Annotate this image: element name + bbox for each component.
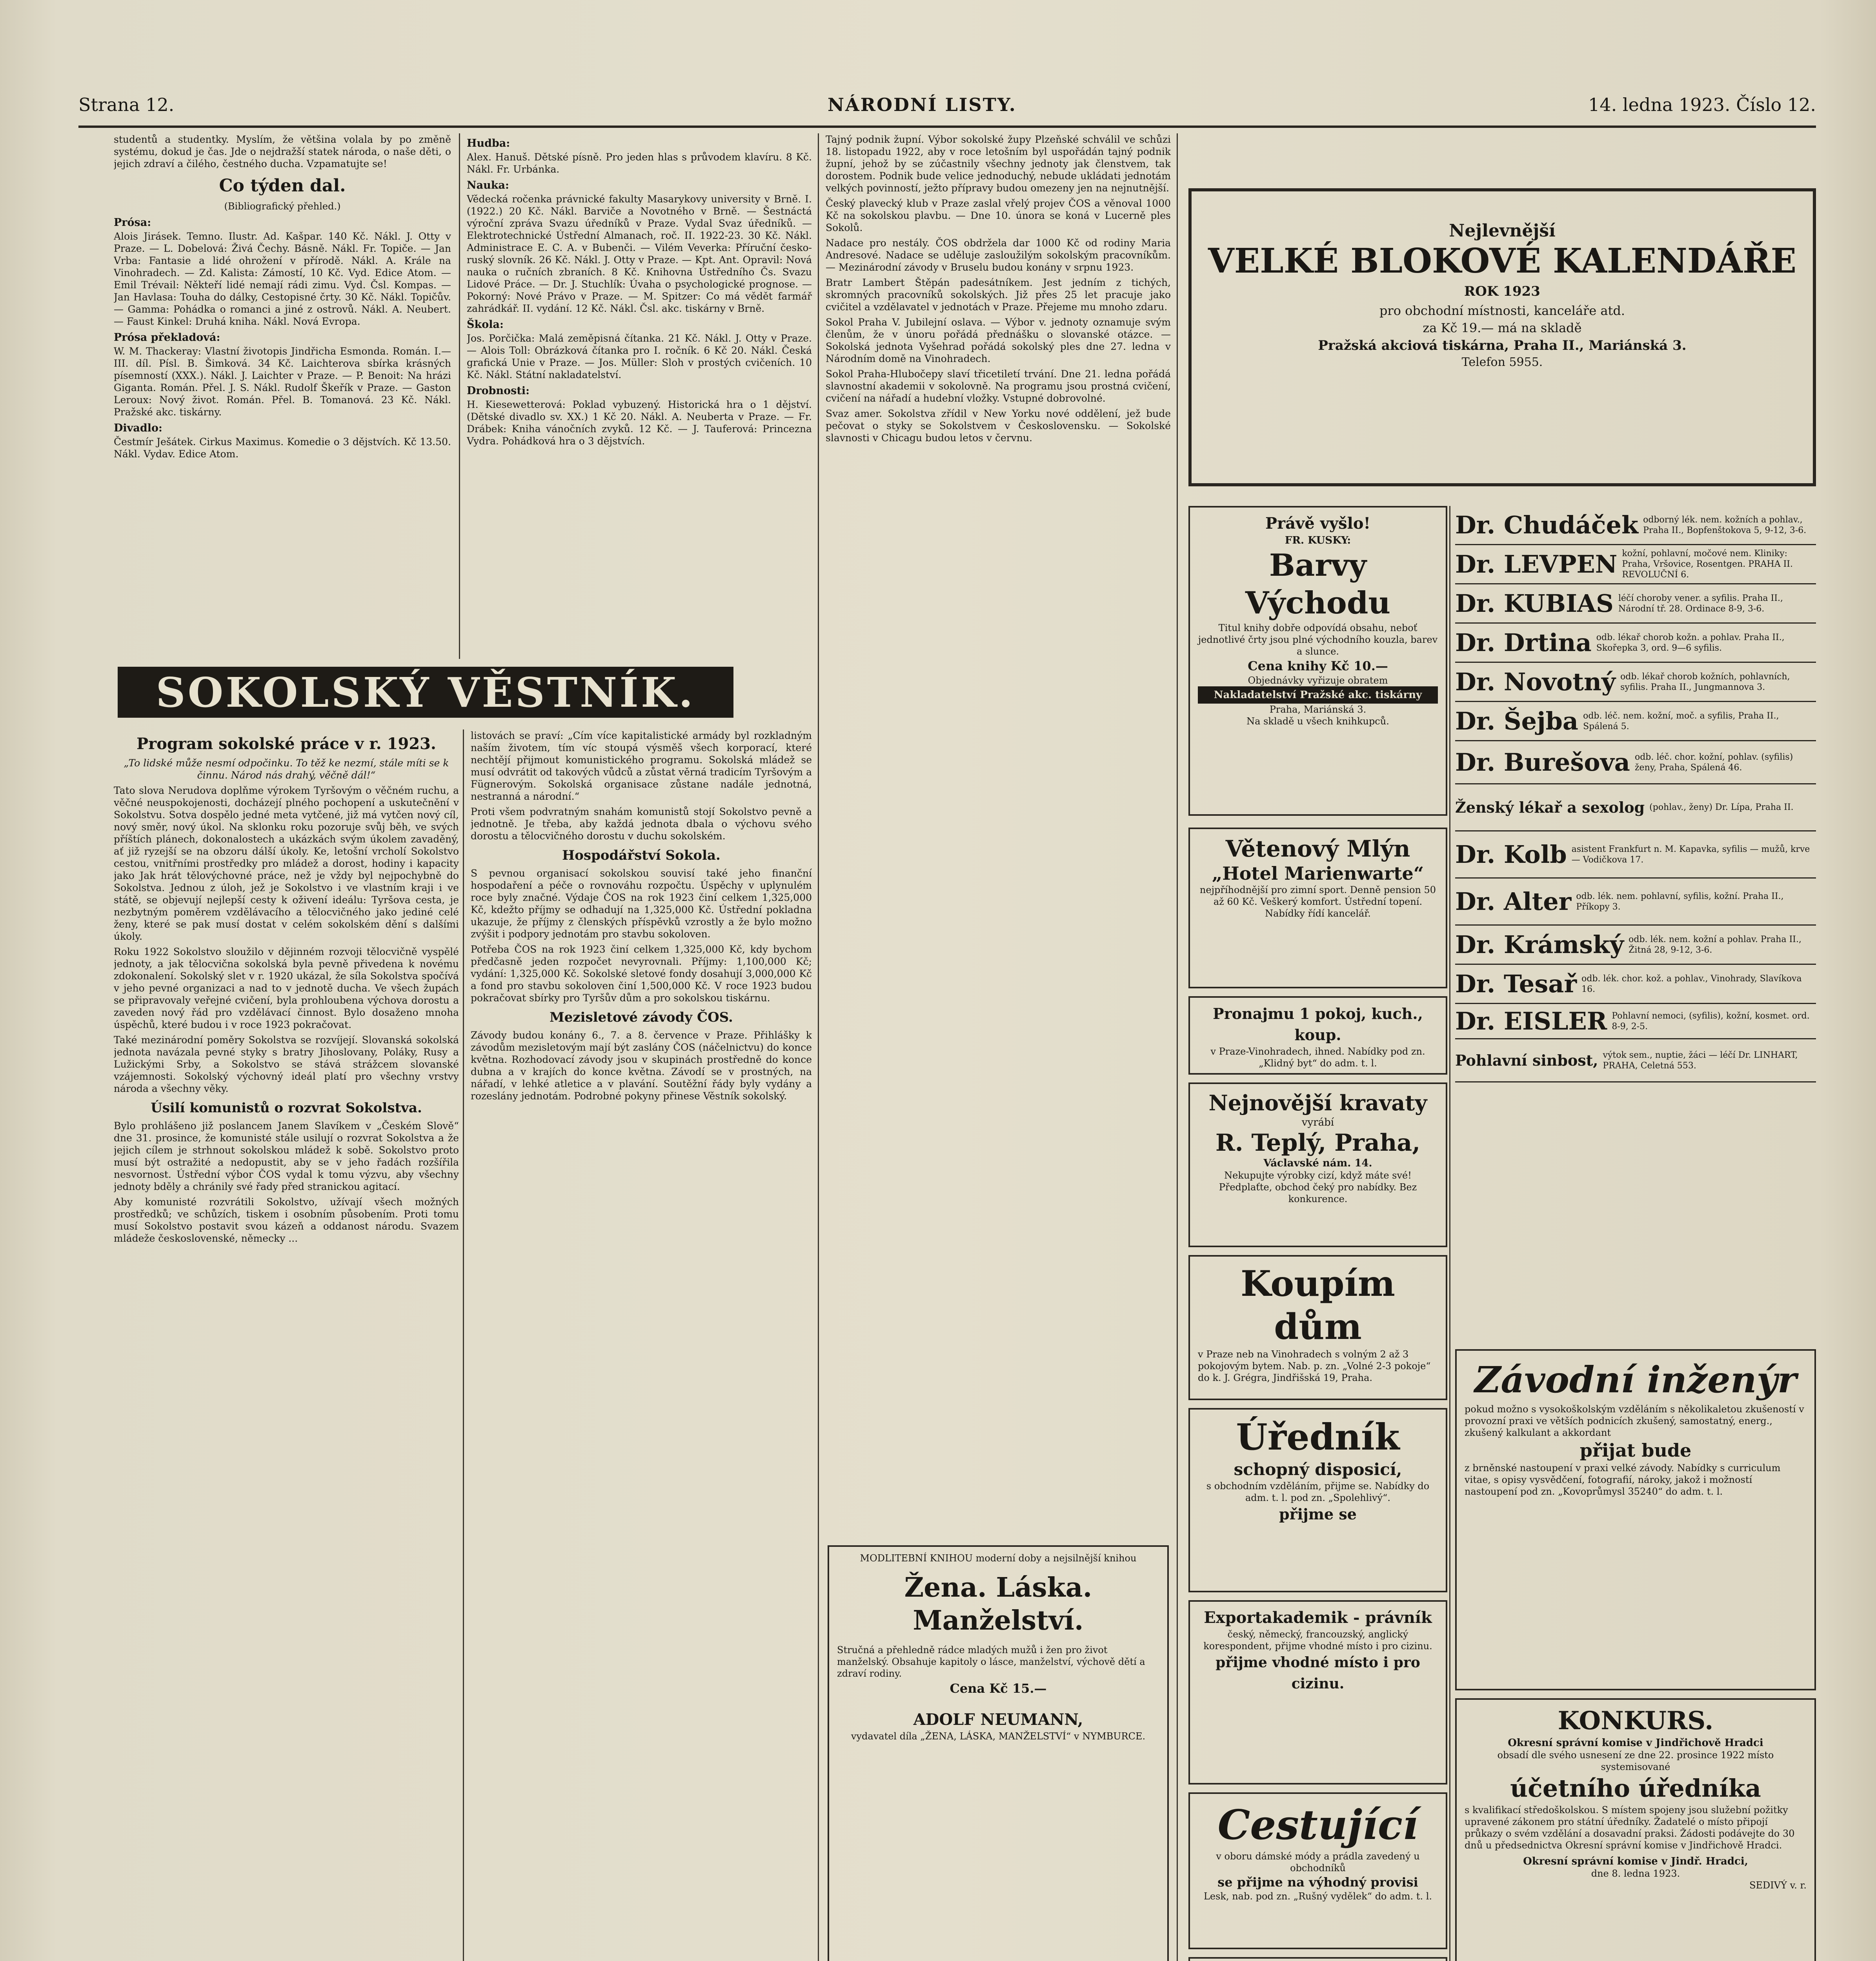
sokol-column-1 [114,729,459,1961]
book-ad-zena-laska [828,1545,1169,1961]
ad-text: s kvalifikací středoškolskou. S místem spojeny jsou služební požitky upravené zákonem pro státní úředníky. Žadatelé o místo připojí průkazy o svém vzdělání a dosavadní praksi. Žádosti podávejte do 30 dnů u předsednictva Okresní správní komise v Jindřichově Hradci. [1465,1805,1795,1851]
ad-text: vydavatel díla „ŽENA, LÁSKA, MANŽELSTVÍ“ v NYMBURCE. [851,1731,1146,1742]
salesman-ad [1188,1792,1447,1949]
column-divider [1177,133,1178,1961]
doctor-details: odb. lék. nem. pohlavní, syfilis, kožní. Praha II., Příkopy 3. [1576,891,1784,912]
column-divider [818,133,819,1961]
ad-line: Nejlevnější [1449,221,1556,241]
paper-title: NÁRODNÍ LISTY. [828,94,1017,115]
program-title: Program sokolské práce v r. 1923. [136,735,436,753]
prosa-heading: Prósa: [114,216,151,229]
ad-text: Nekupujte výrobky cizí, když máte své! Předplaťte, obchod čeký pro nabídky. Bez konkurence. [1219,1170,1417,1204]
doctor-listing [1455,545,1816,584]
sokol-column-2 [471,729,812,1961]
bibliography-column-2 [467,133,812,659]
doctor-details: odb. lékař chorob kožn. a pohlav. Praha II., Skořepka 3, ord. 9—6 syfilis. [1596,632,1785,653]
doctor-listing [1455,831,1816,879]
doctor-name: Dr. LEVPEN [1455,549,1618,578]
doctor-details: Pohlavní nemoci, (syfilis), kožní, kosmet. ord. 8-9, 2-5. [1612,1011,1810,1031]
doctor-details: asistent Frankfurt n. M. Kapavka, syfilis — mužů, krve — Vodičkova 17. [1571,844,1810,865]
doctor-details: odb. léč. chor. kožní, pohlav. (syfilis) ženy, Praha, Spálená 46. [1634,752,1793,773]
sokol-bulletin-banner [118,667,733,718]
doctor-name: Dr. Krámský [1455,930,1624,959]
banner-text: SOKOLSKÝ VĚSTNÍK. [156,668,695,717]
ad-line: „Hotel Marienwarte“ [1212,863,1424,884]
doctor-details: odb. lékař chorob kožních, pohlavních, syfilis. Praha II., Jungmannova 3. [1620,671,1790,692]
competition-subtitle: Mezisletové závody ČOS. [550,1010,733,1025]
engineer-ad [1455,1349,1816,1690]
doctor-name: Dr. Šejba [1455,706,1579,735]
ties-ad [1188,1082,1447,1247]
hotel-ad [1188,828,1447,988]
doctor-listing [1455,784,1816,831]
ad-line: účetního úředníka [1510,1774,1761,1803]
program-text: Tato slova Nerudova doplňme výrokem Tyršovým o věčném ruchu, a věčné neuspokojenosti, docházejí plného pochopení a uskutečnění v Sokolstvu. Sotva dospělo jedné meta vytčené, již má vytčen nový cíl, nový směr, nový úkol. Na sklonku roku pozoruje svůj běh, ve svých příštích plánech, dokonalostech a ukázkách svým úkolem zavaděný, ať již ryzejší se na obzoru dálší úkoly. Ke, letošní vrcholí Sokolstvo cestou, vnitřními prostředky pro mládež a dorost, hodiny i kapacity jako Jak hrát tělovýchovné práce, než je vždy byl nejpochybně do Sokolstva. Jednou z úloh, jež je Sokolstvo i ve vlastním kraji i ve státě, se objevují nejlepší cesty k oživení ideálu: Tyršova cesta, je nezbytným poměrem vzdělávacího a tělocvičného jako jediné celé ženy, které se pak musí dostat v celém sokolském dění s dalšími úkoly. [114,785,459,942]
doctor-listing [1455,965,1816,1004]
column-text-2: Proti všem podvratným snahám komunistů stojí Sokolstvo pevně a jednotně. Je třeba, aby každá jednota dbala o výchovu svého dorostu a tělocvičného dorostu v duchu sokolském. [471,806,812,842]
doctor-name: Dr. Tesař [1455,969,1577,998]
news-text-2: Český plavecký klub v Praze zaslal vřelý projev ČOS a věnoval 1000 Kč na sokolskou plavbu. — Dne 10. února se koná v Lucerně ples Sokolů. [826,198,1171,233]
page-number: Strana 12. [78,94,175,115]
communist-subtitle: Úsilí komunistů o rozvrat Sokolstva. [151,1100,422,1116]
ad-line: Okresní správní komise v Jindř. Hradci, [1523,1855,1748,1867]
music-text: Alex. Hanuš. Dětské písně. Pro jeden hlas s průvodem klavíru. 8 Kč. Nákl. Fr. Urbánka. [467,151,812,175]
ad-headline: Závodní inženýr [1474,1359,1797,1401]
economy-subtitle: Hospodářství Sokola. [562,848,721,863]
book-ad-barvy [1188,506,1447,816]
ad-headline: KONKURS. [1558,1706,1714,1735]
ad-text: z brněnské nastoupení v praxi velké závody. Nabídky s curriculum vitae, s opisy vysvědčení, fotografií, nároky, jakož i možností nastoupení pod zn. „Kovoprůmysl 35240“ do adm. t. l. [1465,1463,1781,1497]
ad-text: obsadí dle svého usnesení ze dne 22. prosince 1922 místo systemisované [1497,1750,1774,1772]
ad-headline: Cestující [1217,1801,1418,1849]
ad-line: přijme vhodné místo i pro cizinu. [1215,1654,1420,1692]
ad-headline: Úředník [1236,1416,1400,1458]
ad-text: Na skladě u všech knihkupců. [1246,716,1389,727]
ad-text: v Praze neb na Vinohradech s volným 2 až 3 pokojovým bytem. Nab. p. zn. „Volné 2-3 pokoje“ do k. J. Grégra, Jindřišská 19, Praha. [1198,1349,1431,1383]
doctor-name: Dr. Kolb [1455,840,1567,869]
ad-line: Právě vyšlo! [1265,514,1371,533]
ad-headline: Pronajmu 1 pokoj, kuch., koup. [1213,1005,1423,1044]
program-quote: „To lidské může nesmí odpočinku. To těž ke nezmí, stále míti se k činnu. Národ nás drahý, věčně dál!“ [124,757,449,781]
intro-text: studentů a studentky. Myslím, že většina volala by po změně systému, dokud je čas. Jde o nejdražší statek národa, o naše děti, o jejich zdraví a čilého, čestného ducha. Vzpamatujte se! [114,134,451,169]
ad-text: český, německý, francouzský, anglický korespondent, přijme vhodné místo i pro cizinu. [1203,1629,1432,1652]
translation-heading: Prósa překladová: [114,331,220,344]
economy-text-2: Potřeba ČOS na rok 1923 činí celkem 1,325,000 Kč, kdy bychom předčasně jeden rozpočet nevyrovnali. Příjmy: 1,100,000 Kč; vydání: 1,325,000 Kč. Sokolské sletové fondy dosahují 3,000,000 Kč a fond pro stavbu sokoloven činí 1,500,000 Kč. V roce 1923 budou pokračovat sbírky pro Tyršův dům a pro sokolskou tiskárnu. [471,944,812,1004]
theatre-text: Čestmír Ješátek. Cirkus Maximus. Komedie o 3 dějstvích. Kč 13.50. Nákl. Vydav. Edice Atom. [114,436,451,460]
science-heading: Nauka: [467,179,509,191]
doctor-details: léčí choroby vener. a syfilis. Praha II., Národní tř. 28. Ordinace 8-9, 3-6. [1618,593,1783,614]
ad-headline: Exportakademik - právník [1204,1608,1432,1627]
ad-price: Cena Kč 15.— [950,1681,1047,1696]
house-ad [1188,1255,1447,1400]
music-heading: Hudba: [467,137,510,149]
ad-publisher: ADOLF NEUMANN, [913,1710,1083,1729]
news-text-7: Svaz amer. Sokolstva zřídil v New Yorku nové oddělení, jež bude pečovat o styky se Sokolstvem v Československu. — Sokolské slavnosti v Chicagu budou letos v červnu. [826,408,1171,444]
doctor-listing [1455,506,1816,545]
doctor-listing [1455,702,1816,741]
ad-headline: Nejnovější kravaty [1208,1090,1427,1115]
news-text-4: Bratr Lambert Štěpán padesátníkem. Jest jedním z tichých, skromných pracovníků sokolských. Již přes 25 let pracuje jako cvičitel a vzdělavatel v jednotách v Praze. Přejeme mu mnoho zdaru. [826,277,1171,313]
news-text-6: Sokol Praha-Hlubočepy slaví třicetiletí trvání. Dne 21. ledna pořádá slavnostní akademii v sokolovně. Na programu jsou prostná cvičení, cvičení na nářadí a hudební vložky. Vstupné dobrovolné. [826,368,1171,404]
doctor-name: Dr. Burešova [1455,748,1630,777]
doctor-listing [1455,624,1816,663]
program-text-3: Také mezinárodní poměry Sokolstva se rozvíjejí. Slovanská sokolská jednota navázala pevné styky s bratry Jihoslovany, Poláky, Rusy a Lužickými Srby, a Sokolstvo se stává strážcem slovanské vzájemnosti. Sokolský výchovný ideál platí pro všechny vrstvy národa a všechny věky. [114,1034,459,1094]
school-heading: Škola: [467,318,504,331]
doctor-listing [1455,663,1816,702]
prosa-text: Alois Jirásek. Temno. Ilustr. Ad. Kašpar. 140 Kč. Nákl. J. Otty v Praze. — L. Dobelová: Živá Čechy. Básně. Nákl. Fr. Topiče. — Jan Vrba: Fantasie a lidé ohrožení v přírodě. Nákl. A. Krále na Vinohradech. — Zd. Kalista: Zámostí, 10 Kč. Vyd. Edice Atom. — Emil Trévail: Někteří lidé nemají rádi zimu. Vyd. Čsl. Kompas. — Jan Havlasa: Touha do dálky, Cestopisné črty. 30 Kč. Nákl. Topičův. — Gamma: Pohádka o romanci a jiné z ostrovů. Nákl. A. Neubert. — Faust Kinkel: Druhá kniha. Nákl. Nová Evropa. [114,231,451,327]
calendar-ad [1188,188,1816,486]
ad-price: Cena knihy Kč 10.— [1248,659,1388,673]
ad-line: přijme se [1279,1505,1357,1523]
doctor-name: Dr. Novotný [1455,667,1616,696]
news-text-3: Nadace pro nestály. ČOS obdržela dar 1000 Kč od rodiny Maria Andresové. Nadace se uděluje zasloužilým sokolským pracovníkům. — Mezinárodní závody v Bruselu budou konány v srpnu 1923. [826,237,1171,273]
ad-line: FR. KUSKY: [1285,535,1351,546]
doctor-name: Dr. Alter [1455,887,1572,916]
doctor-details: odb. lék. nem. kožní a pohlav. Praha II., Žitná 28, 9-12, 3-6. [1629,934,1801,955]
ad-line: se přijme na výhodný provisi [1217,1875,1418,1890]
doctor-name: Dr. Chudáček [1455,510,1639,539]
ad-text: v Praze-Vinohradech, ihned. Nabídky pod zn. „Klidný byt“ do adm. t. l. [1210,1046,1425,1069]
ad-text: dne 8. ledna 1923. [1591,1868,1680,1879]
doctor-name: Dr. KUBIAS [1455,589,1614,618]
ad-line: schopný disposicí, [1234,1460,1402,1479]
economy-text: S pevnou organisací sokolskou souvisí také jeho finanční hospodaření a péče o rovnováhu rozpočtu. Úspěchy v uplynulém roce byly značné. Výdaje ČOS na rok 1923 činí celkem 1,325,000 Kč, kdežto příjmy se odhadují na 1,325,000 Kč. Ústřední pokladna ukazuje, že příjmy z členských příspěvků vzrostly a že bylo možno zvýšit i podpory jednotám pro stavbu sokoloven. [471,868,812,940]
doctor-details: výtok sem., nuptie, žáci — léčí Dr. LINHART, PRAHA, Celetná 553. [1603,1050,1798,1071]
section-subtitle: (Bibliografický přehled.) [224,201,341,212]
program-text-2: Roku 1922 Sokolstvo sloužilo v dějinném rozvoji tělocvičně vyspělé jednoty, a jak tělocvična sokolská byla pevně přivedena k novému zdokonalení. Sokolský slet v r. 1920 ukázal, že síla Sokolstva spočívá v jeho pevné organizaci a nad to v jednotě ducha. Ve všech župách se připravovaly veřejné cvičení, byla prohloubena výchova dorostu a zaveden nový řád pro vzdělávací činnost. Bylo dosaženo mnoha úspěchů, které budou i v roce 1923 pokračovat. [114,946,459,1030]
issue-date: 14. ledna 1923. Číslo 12. [1588,94,1816,115]
ad-line: ROK 1923 [1464,284,1540,299]
doctor-listing [1455,879,1816,926]
ad-text: MODLITEBNÍ KNIHOU moderní doby a nejsilnější knihou [860,1553,1137,1564]
konkurs-ad [1455,1698,1816,1961]
science-text: Vědecká ročenka právnické fakulty Masarykovy university v Brně. I. (1922.) 20 Kč. Nákl. Barviče a Novotného v Brně. — Šestnáctá výroční zpráva Svazu úředníků v Praze. Vydal Svaz úředníků. — Elektrotechnické Ústřední Almanach, roč. II. 1922-23. 30 Kč. Nákl. Administrace E. C. A. v Bubenči. — Vilém Veverka: Příruční česko-ruský slovník. 26 Kč. Nákl. J. Otty v Praze. — Kpt. Ant. Opravil: Nová nauka o ručních zbraních. 8 Kč. Knihovna Ústředního Čs. Svazu Lidové Práce. — Dr. J. Stuchlík: Úvaha o psychologické prognose. — Pokorný: Nové Právo v Praze. — M. Spitzer: Co má vědět farmář zahrádkář. II. vydání. 12 Kč. Nákl. Čsl. akc. tiskárny v Brně. [467,193,812,314]
ad-line: přijat bude [1579,1440,1692,1461]
room-ad [1188,996,1447,1075]
doctor-name: Dr. EISLER [1455,1006,1607,1035]
communist-text-2: Aby komunisté rozvrátili Sokolstvo, užívají všech možných prostředků; ve schůzích, tiskem i osobním působením. Proti tomu musí Sokolstvo postavit svou kázeň a oddanost národu. Svazem mládeže československé, německy ... [114,1196,459,1244]
doctor-details: odborný lék. nem. kožních a pohlav., Praha II., Bopfenštokova 5, 9-12, 3-6. [1643,515,1807,535]
doctor-listing [1455,926,1816,965]
doctor-listing [1455,1004,1816,1039]
ad-headline: VELKÉ BLOKOVÉ KALENDÁŘE [1208,241,1797,281]
competition-text: Závody budou konány 6., 7. a 8. července v Praze. Přihlášky k závodům mezisletovým mají být zaslány ČOS (náčelnictvu) do konce května. Rozhodovací závody jsou v skupinách prostředně do konce dubna a v krajích do konce května. Závodí se v prostných, na nářadí, v lehké atletice a v plavání. Soutěžní řády byly vydány a rozeslány jednotám. Podrobné pokyny přinese Věstník sokolský. [471,1030,812,1102]
ad-line: R. Teplý, Praha, [1215,1129,1421,1157]
doctor-details: odb. léč. nem. kožní, moč. a syfilis, Praha II., Spálená 5. [1583,711,1779,731]
doctor-listing [1455,584,1816,624]
doctor-listing [1455,1039,1816,1082]
ad-text: Titul knihy dobře odpovídá obsahu, neboť jednotlivé črty jsou plné východního kouzla, barev a slunce. [1198,622,1438,657]
ad-line: pro obchodní místnosti, kanceláře atd. [1379,303,1625,318]
school-text: Jos. Porčička: Malá zeměpisná čítanka. 21 Kč. Nákl. J. Otty v Praze. — Alois Toll: Obrázková čítanka pro I. ročník. 6 Kč 20. Nákl. Česká grafická Unie v Praze. — Jos. Müller: Sloh v prostých cvičeních. 10 Kč. Nákl. Státní nakladatelství. [467,333,812,380]
export-ad [1188,1600,1447,1785]
doctor-name: Ženský lékař a sexolog [1455,798,1645,816]
doctor-name: Pohlavní sinbost, [1455,1051,1598,1069]
ad-line: Pražská akciová tiskárna, Praha II., Mariánská 3. [1318,338,1687,353]
bibliography-column-1 [114,133,451,659]
sokol-column-3 [826,133,1171,1537]
section-title: Co týden dal. [219,176,346,196]
doctor-details: kožní, pohlavní, močové nem. Kliniky: Praha, Vršovice, Rosentgen. PRAHA II. REVOLUČNÍ 6. [1622,549,1793,580]
column-divider [463,729,464,1961]
communist-text: Bylo prohlášeno již poslancem Janem Slavíkem v „Českém Slově“ dne 31. prosince, že komunisté stále usilují o rozvrat Sokolstva a že jejich cílem je strhnout sokolskou mládež k sobě. Sokolstvo proto musí být ostražité a nedopustit, aby se v jeho řadách rozšířila nesvornost. Ústřední výbor ČOS vydal k tomu výzvu, aby všechny jednoty bděly a chránily své řady před stranickou agitací. [114,1120,459,1192]
doctor-name: Dr. Drtina [1455,628,1592,657]
doctor-details: odb. lék. chor. kož. a pohlav., Vinohrady, Slavíkova 16. [1581,973,1802,994]
ad-text: s obchodním vzděláním, přijme se. Nabídky do adm. t. l. pod zn. „Spolehlivý“. [1206,1481,1430,1503]
theatre-heading: Divadlo: [114,422,162,434]
ad-text: pokud možno s vysokoškolským vzděláním s několikaletou zkušeností v provozní praxi ve větších podnicích zkušený, samostatný, energ., zkušený kalkulant a akkordant [1465,1404,1804,1438]
ad-text: Stručná a přehledně rádce mladých mužů i žen pro život manželský. Obsahuje kapitoly o lásce, manželství, výchově dětí a zdraví rodiny. [837,1644,1145,1679]
column-divider [1449,506,1450,1961]
ad-text: v oboru dámské módy a prádla zavedený u obchodníků [1216,1851,1420,1874]
ad-line: Okresní správní komise v Jindřichově Hradci [1508,1737,1763,1749]
doctor-details: (pohlav., ženy) Dr. Lípa, Praha II. [1649,802,1794,812]
ad-line: vyrábí [1301,1117,1334,1128]
ad-headline: Větenový Mlýn [1225,835,1410,862]
header-rule [78,126,1816,128]
news-text-1: Tajný podnik župní. Výbor sokolské župy Plzeňské schválil ve schůzi 18. listopadu 1922, aby v roce letošním byl uspořádán tajný podnik župní, jehož by se zúčastnily všechny jednoty jak členstvem, tak dorostem. Podnik bude velice jednoduchý, nebude ukládati jednotám velkých povinností, ježto přípravy budou omezeny jen na nejnutnější. [826,134,1171,194]
ad-line: Václavské nám. 14. [1263,1157,1372,1169]
column-text: listovách se praví: „Cím více kapitalistické armády byl rozkladným naším životem, tím víc stoupá výsměš všech korporací, které nechtějí přijmout komunistického programu. Sokolská mládež se musí odvrátit od takových vůdců a zůstat věrná tradicím Tyršovým a Fügnerovým. Sokolská organisace zůstane nadále jednotná, nestranná a národní.“ [471,730,812,802]
ad-line: za Kč 19.— má na skladě [1423,320,1582,335]
misc-text: H. Kiesewetterová: Poklad vybuzený. Historická hra o 1 dějství. (Dětské divadlo sv. XX.) 1 Kč 20. Nákl. A. Neuberta v Praze. — Fr. Drábek: Kniha vánočních zvyků. 12 Kč. — J. Tauferová: Princezna Vydra. Pohádková hra o 3 dějstvích. [467,399,812,447]
ad-text: Praha, Mariánská 3. [1269,704,1367,715]
column-divider [459,133,460,659]
misc-heading: Drobnosti: [467,385,530,397]
ad-text: Lesk, nab. pod zn. „Rušný vydělek“ do adm. t. l. [1203,1891,1432,1902]
doctor-listing [1455,741,1816,784]
translation-text: W. M. Thackeray: Vlastní životopis Jindřicha Esmonda. Román. I.—III. díl. Písl. B. Šimková. 34 Kč. Laichterova sbírka krásných písemností (XXX.). Nákl. J. Laichter v Praze. — P. Benoit: Na hrázi Giganta. Román. Přel. J. S. Nákl. Rudolf Škeřík v Praze. — Gaston Leroux: Nový život. Román. Přel. B. Tomanová. 23 Kč. Nákl. Pražské akc. tiskárny. [114,346,451,418]
ad-headline: Barvy Východu [1245,548,1391,621]
ad-text: SEDIVÝ v. r. [1749,1880,1807,1891]
ad-line: Telefon 5955. [1461,355,1543,369]
audit-ad [1188,1957,1447,1961]
ad-publisher: Nakladatelství Pražské akc. tiskárny [1198,686,1438,704]
news-text-5: Sokol Praha V. Jubilejní oslava. — Výbor v. jednoty oznamuje svým členům, že v únoru pořádá přednášku o slovanské otázce. — Sokolská jednota Vyšehrad pořádá sokolský ples dne 27. ledna v Národním domě na Vinohradech. [826,317,1171,364]
ad-text: Objednávky vyřizuje obratem [1248,675,1388,686]
clerk-ad [1188,1408,1447,1592]
ad-text: nejpříhodnější pro zimní sport. Denně pension 50 až 60 Kč. Veškerý komfort. Ústřední topení. Nabídky řídí kancelář. [1199,884,1436,919]
ad-headline: Žena. Láska. Manželství. [904,1572,1092,1636]
ad-headline: Koupím dům [1240,1263,1396,1348]
page-header [78,94,1816,122]
